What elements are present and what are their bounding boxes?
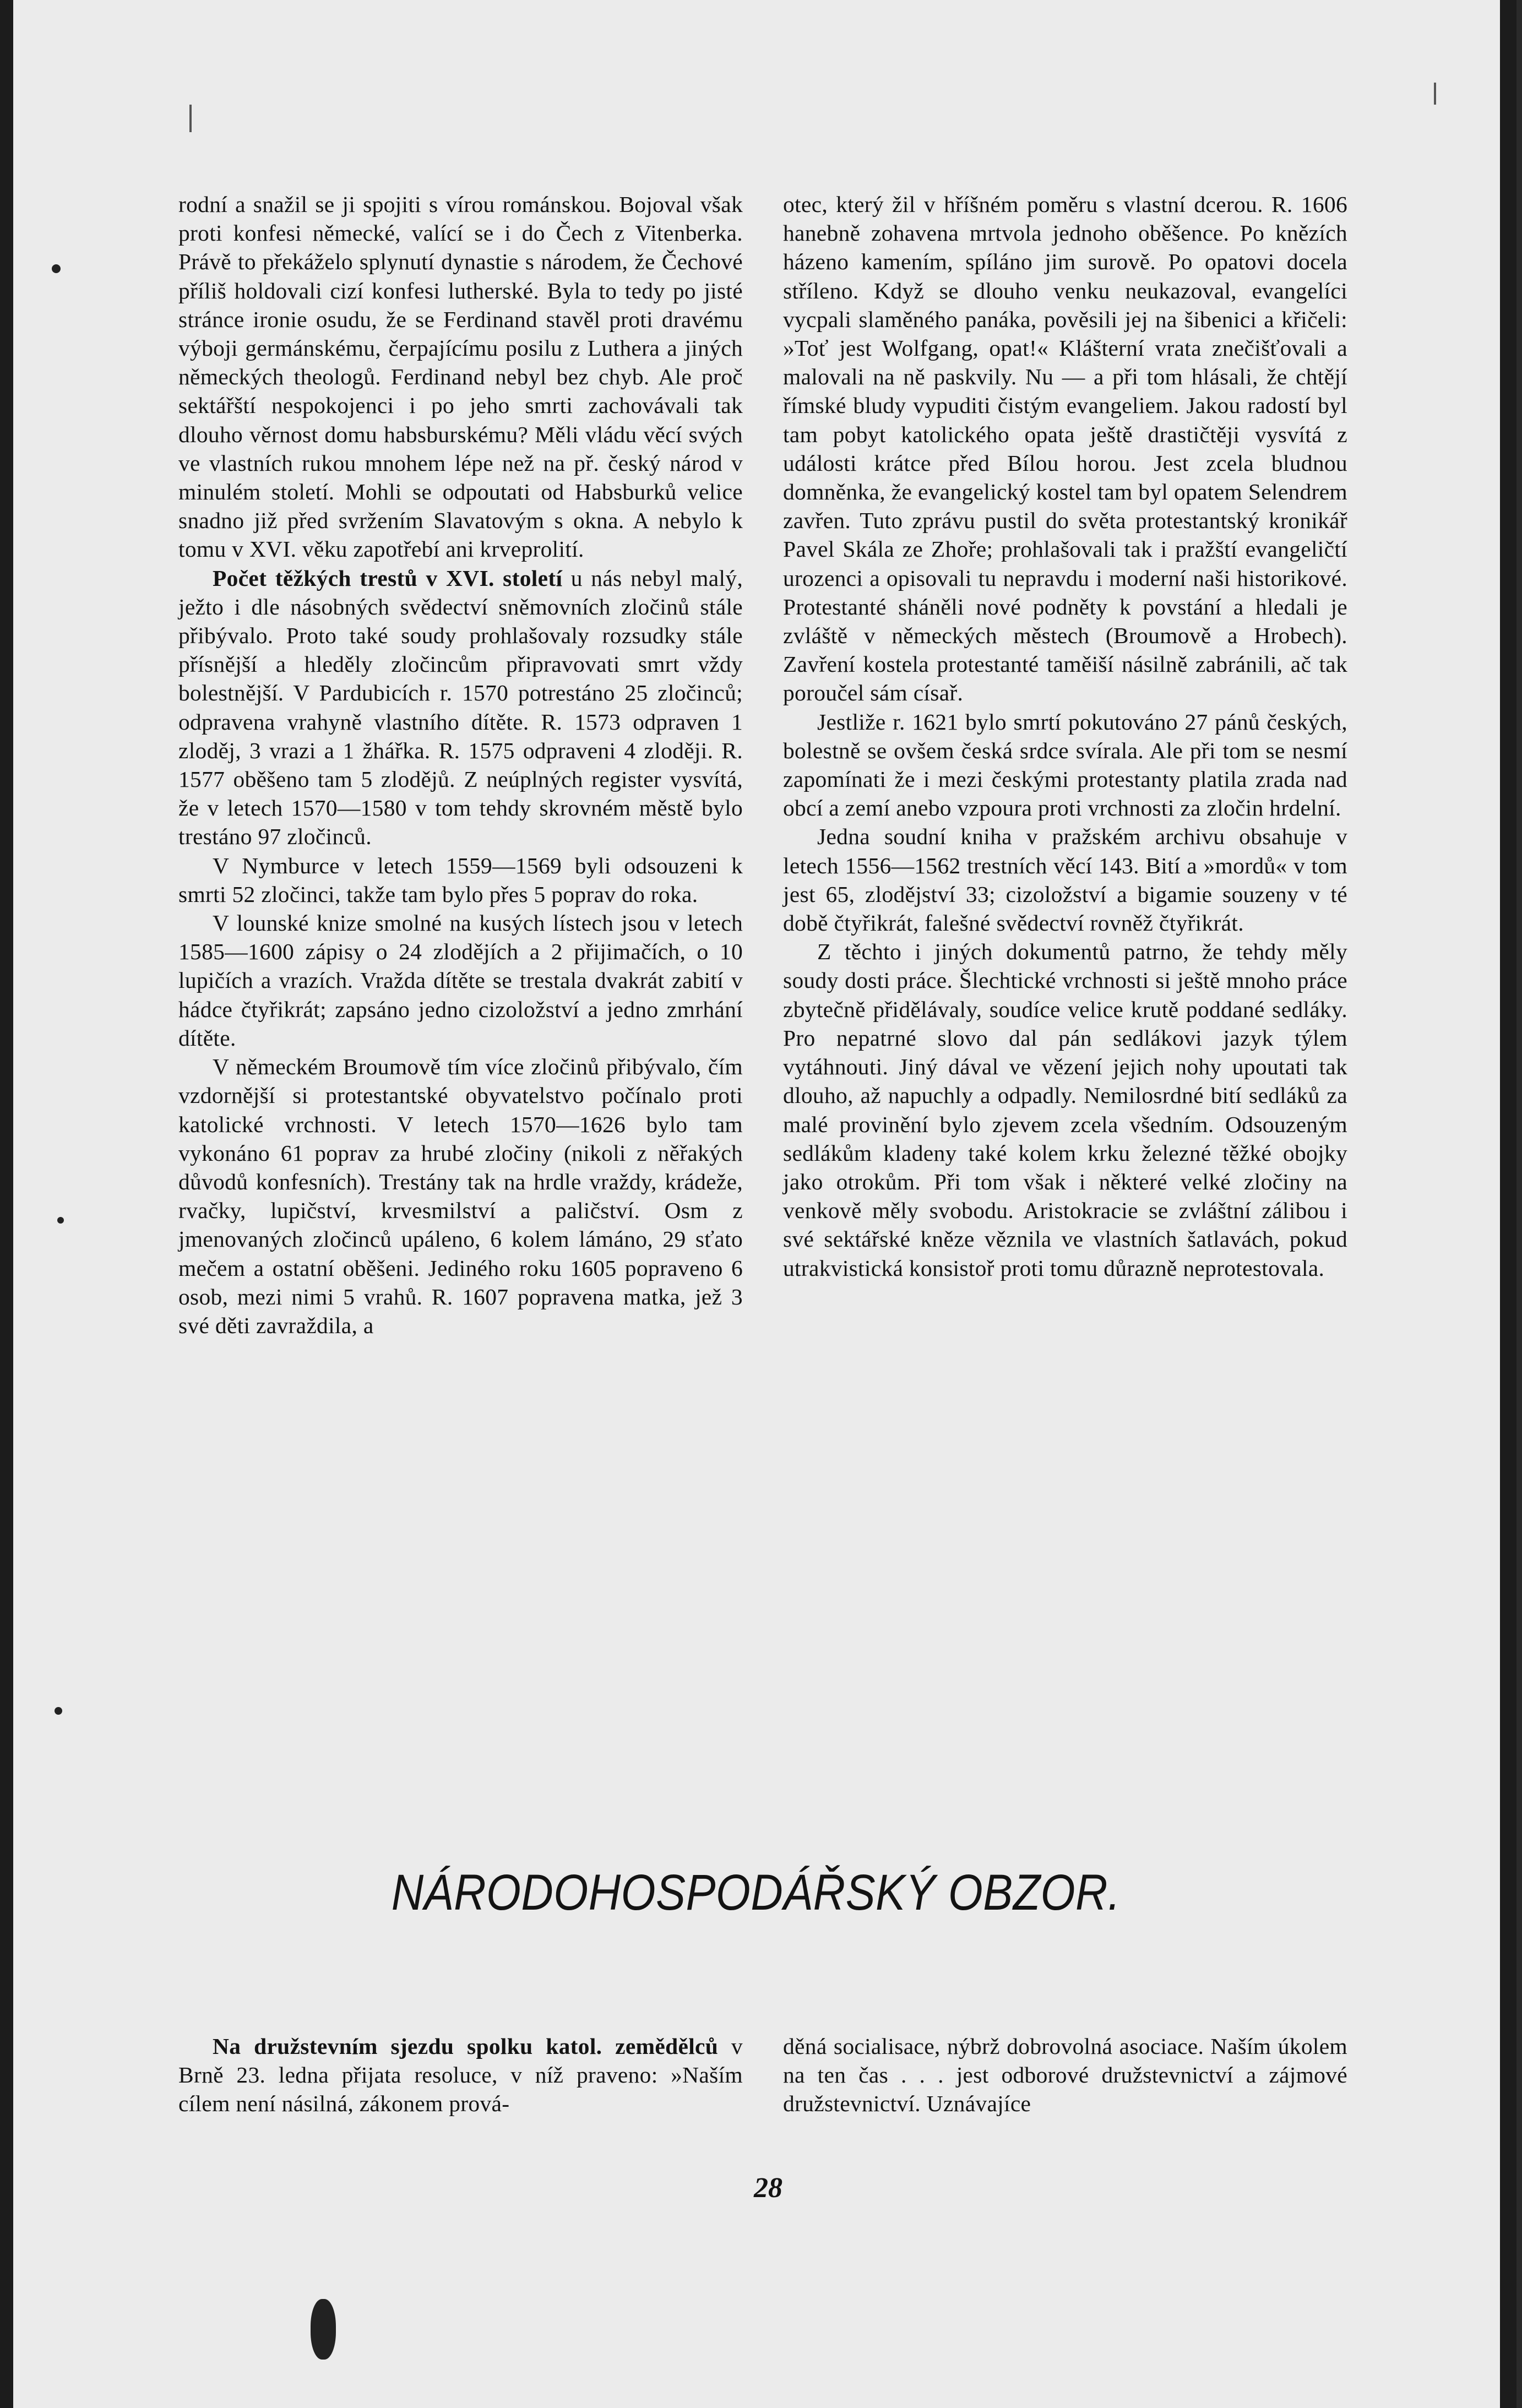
left-column: [178, 190, 743, 1340]
bottom-right-column: [783, 2032, 1347, 2118]
bottom-right-paragraph: děná socialisace, nýbrž dobrovolná asociace. Naším úkolem na ten čas . . . jest odborové družstevnictví a zájmové družstevnictví. Uznávajíce: [783, 2034, 1347, 2117]
left-paragraph-2: [178, 564, 743, 851]
bottom-left-text: v Brně 23. ledna přijata resoluce, v níž praveno: »Naším cílem není násilná, zákonem prová-: [178, 2034, 743, 2117]
left-paragraph-2-text: u nás nebyl malý, ježto i dle násobných svědectví sněmovních zločinů stále přibývalo. Proto také soudy prohlašovaly rozsudky stále přísnější a hleděly zločincům připravovati smrt vždy bolestnější. V Pardubicích r. 1570 potrestáno 25 zločinců; odpravena vrahyně vlastního dítěte. R. 1573 odpraven 1 zloděj, 3 vrazi a 1 žhářka. R. 1575 odpraveni 4 zloději. R. 1577 oběšeno tam 5 zlodějů. Z neúplných register vysvítá, že v letech 1570—1580 v tom tehdy skrovném městě bylo trestáno 97 zločinců.: [178, 565, 743, 850]
right-paragraph-3: Jedna soudní kniha v pražském archivu obsahuje v letech 1556—1562 trestních věcí 143. Bití a »mordů« v tom jest 65, zlodějství 33; cizoložství a bigamie souzeny v té době čtyřikrát, falešné svědectví rovněž čtyřikrát.: [783, 824, 1347, 936]
page-number: 28: [754, 2172, 782, 2204]
bottom-left-lead: Na družstevním sjezdu spolku katol. zemědělců: [213, 2034, 719, 2059]
scan-speck: [52, 264, 61, 273]
left-paragraph-3: V Nymburce v letech 1559—1569 byli odsouzeni k smrti 52 zločinci, takže tam bylo přes 5 poprav do roka.: [178, 852, 743, 907]
right-paragraph-2: Jestliže r. 1621 bylo smrtí pokutováno 27 pánů českých, bolestně se ovšem česká srdce svírala. Ale při tom se nesmí zapomínati že i mezi českými protestanty platila zrada nad obcí a zemí anebo vzpoura proti vrchnosti za zločin hrdelní.: [783, 709, 1347, 821]
scan-mark: [189, 105, 192, 132]
right-paragraph-1: otec, který žil v hříšném poměru s vlastní dcerou. R. 1606 hanebně zohavena mrtvola jednoho oběšence. Po knězích házeno kamením, spíláno jim surově. Po opatovi docela stříleno. Když se dlouho venku neukazoval, evangelíci vycpali slaměného panáka, pověsili jej na šibenici a křičeli: »Toť jest Wolfgang, opat!« Klášterní vrata znečišťovali a malovali na ně paskvily. Nu — a při tom hlásali, že chtějí římské bludy vypuditi čistým evangeliem. Jakou radostí byl tam pobyt katolického opata ještě drastičtěji vysvítá z události krátce před Bílou horou. Jest zcela bludnou domněnka, že evangelický kostel tam byl opatem Selendrem zavřen. Tuto zprávu pustil do světa protestantský kronikář Pavel Skála ze Zhoře; prohlašovali tak i pražští evangeličtí urozenci a opisovali tu nepravdu i moderní naši historikové. Protestanté sháněli nové podněty k povstání a hledali je zvláště v německých městech (Broumově a Hrobech). Zavření kostela protestanté taměiší násilně zabránili, ač tak poroučel sám císař.: [783, 192, 1347, 706]
right-column: [783, 190, 1347, 1282]
left-paragraph-4: V lounské knize smolné na kusých lístech jsou v letech 1585—1600 zápisy o 24 zlodějích a 2 přijimačích, o 10 lupičích a vrazích. Vražda dítěte se trestala dvakrát zabití v hádce čtyřikrát; zapsáno jedno cizoložství a jedno zmrhání dítěte.: [178, 910, 743, 1051]
right-paragraph-4: Z těchto i jiných dokumentů patrno, že tehdy měly soudy dosti práce. Šlechtické vrchnosti si ještě mnoho práce zbytečně přidělávaly, soudíce velice krutě poddané sedláky. Pro nepatrné slovo dal pán sedlákovi jazyk týlem vytáhnouti. Jiný dával ve vězení jejich nohy upoutati tak dlouho, až napuchly a odpadly. Nemilosrdné bití sedláků za malé provinění bylo zjevem zcela všedním. Odsouzeným sedlákům kladeny také kolem krku železné těžké obojky jako otrokům. Při tom však i některé velké zločiny na venkově měly svobodu. Aristokracie se zvláštní zálibou i své sektářské kněze věznila ve vlastních šatlavách, pokud utrakvistická konsistoř proti tomu důrazně neprotestovala.: [783, 939, 1347, 1281]
scan-speck: [57, 1217, 64, 1224]
scan-mark: [1434, 83, 1436, 105]
left-paragraph-5: V německém Broumově tím více zločinů přibývalo, čím vzdornější si protestantské obyvatelstvo počínalo proti katolické vrchnosti. V letech 1570—1626 bylo tam vykonáno 61 poprav za hrubé zločiny (nikoli z něřakých důvodů konfesních). Trestány tak na hrdle vraždy, krádeže, rvačky, lupičství, krvesmilství a paličství. Osm z jmenovaných zločinců upáleno, 6 kolem lámáno, 29 sťato mečem a ostatní oběšeni. Jediného roku 1605 popraveno 6 osob, mezi nimi 5 vrahů. R. 1607 popravena matka, jež 3 své děti zavraždila, a: [178, 1054, 743, 1338]
left-paragraph-1: rodní a snažil se ji spojiti s vírou románskou. Bojoval však proti konfesi německé, valící se i do Čech z Vitenberka. Právě to překáželo splynutí dynastie s národem, že Čechové příliš holdovali cizí konfesi lutherské. Byla to tedy po jisté stránce ironie osudu, že se Ferdinand stavěl proti dravému výboji germánskému, čerpajícímu posilu z Luthera a jiných německých theologů. Ferdinand nebyl bez chyb. Ale proč sektářští nespokojenci i po jeho smrti zachovávali tak dlouho věrnost domu habsburskému? Měli vládu věcí svých ve vlastních rukou mnohem lépe než na př. český národ v minulém století. Mohli se odpoutati od Habsburků velice snadno již před svržením Slavatovým s okna. A nebylo k tomu v XVI. věku zapotřebí ani krveprolití.: [178, 192, 743, 562]
page: [13, 0, 1500, 2408]
scan-speck: [311, 2299, 336, 2360]
bottom-left-paragraph: [178, 2032, 743, 2118]
scan-edge: [1516, 0, 1522, 2408]
left-paragraph-2-lead: Počet těžkých trestů v XVI. století: [213, 565, 563, 591]
section-heading: NÁRODOHOSPODÁŘSKÝ OBZOR.: [391, 1865, 1121, 1921]
scan-speck: [55, 1707, 62, 1715]
bottom-left-column: [178, 2032, 743, 2118]
